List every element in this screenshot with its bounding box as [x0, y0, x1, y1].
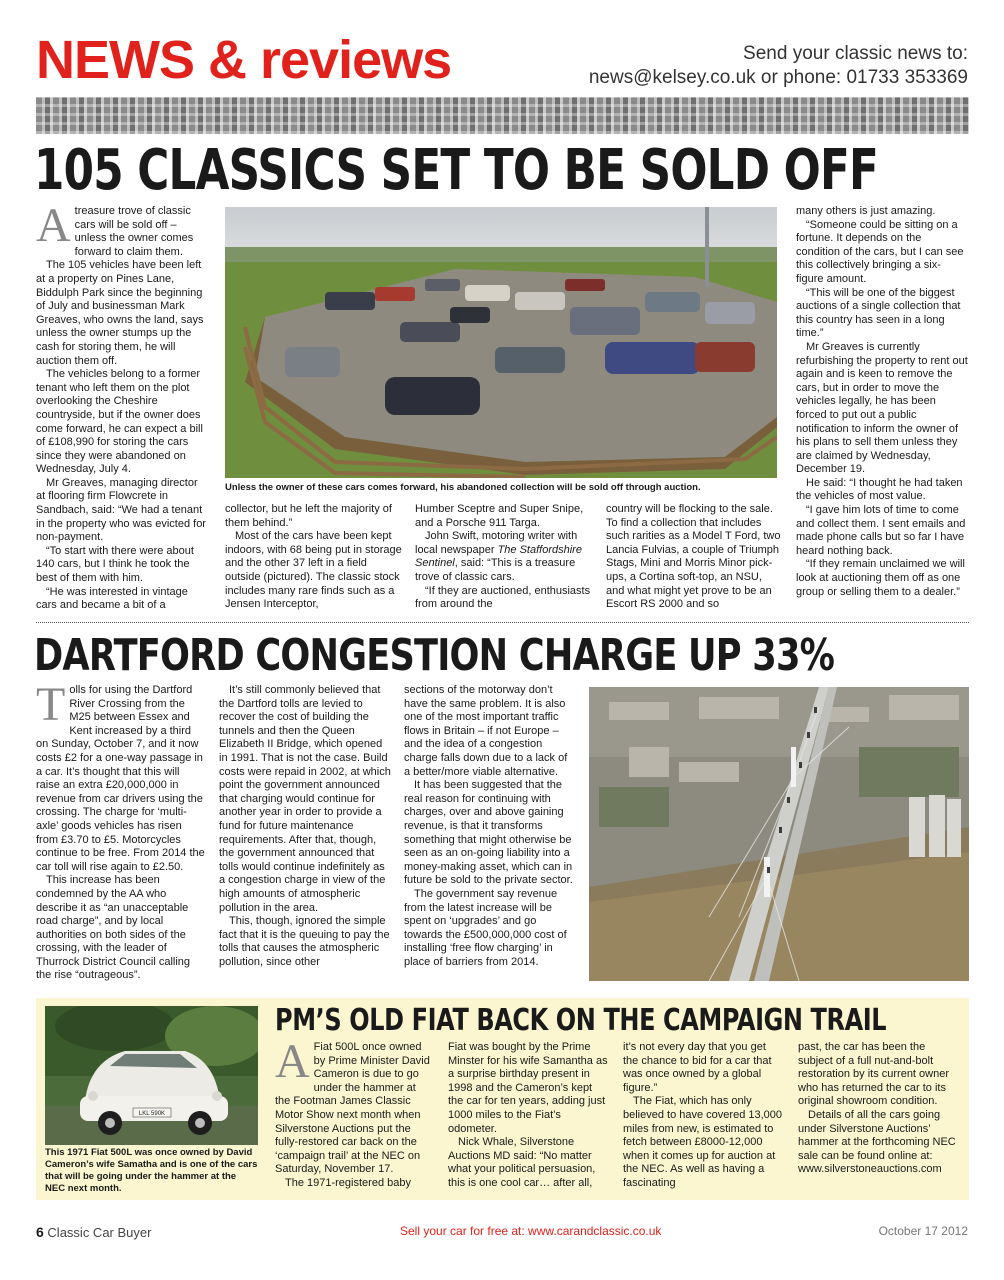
- paragraph: “He was interested in vintage cars and became a bit of a: [36, 585, 188, 612]
- paragraph: This increase has been condemned by the AA who describe it as “an unacceptable road charge”, and by local authorities on both sides of the crossing, with the leader of Thurrock District Council calling the rise “outrageous”.: [36, 874, 191, 982]
- paragraph: It has been suggested that the real reason for continuing with charges, over and above gaining revenue, is that it transforms something that might otherwise be seen as an on-going liability into a money-making asset, which can in future be sold to the private sector.: [404, 779, 573, 887]
- paragraph: many others is just amazing.: [796, 205, 936, 217]
- paragraph: Fiat was bought by the Prime Minster for his wife Samantha as a surprise birthday present in 1998 and the Cameron’s kept the car for ten years, adding just 1000 miles to the Fiat’s odometer.: [448, 1041, 608, 1135]
- classic-cars-field-photo: [225, 207, 777, 478]
- paragraph: Most of the cars have been kept indoors, with 68 being put in storage and the other 37 left in a field outside (pictured). The classic stock includes many rare finds such as a Jensen Interceptor,: [225, 530, 402, 611]
- paragraph: Nick Whale, Silverstone Auctions MD said: “No matter what your political persuasion, this is one cool car… after all,: [448, 1136, 596, 1189]
- dropcap: T: [36, 678, 66, 731]
- paragraph: Mr Greaves, managing director at flooring firm Flowcrete in Sandbach, said: “We had a tenant in the property who was evicted for non-payment.: [36, 476, 206, 544]
- photo-illustration: [589, 687, 969, 981]
- story1-col3: [415, 503, 593, 612]
- story3-col1: [275, 1035, 430, 1191]
- story3-col3: [623, 1041, 783, 1191]
- story1-headline: 105 CLASSICS SET TO BE SOLD OFF: [34, 138, 879, 203]
- section-title: NEWS & reviews: [36, 30, 452, 90]
- paragraph: The vehicles belong to a former tenant who left them on the plot overlooking the Cheshire countryside, but if the owner does come forward, he can expect a bill of £108,990 for storing the cars since they were abandoned on Wednesday, July 4.: [36, 368, 203, 476]
- paragraph: [415, 530, 593, 584]
- paragraph: “Someone could be sitting on a fortune. It depends on the condition of the cars, but I can see this collectively bringing a six-figure amount.: [796, 218, 964, 285]
- story1-photo-caption: Unless the owner of these cars comes forward, his abandoned collection will be sold off through auction.: [225, 482, 701, 493]
- footer-date: October 17 2012: [878, 1224, 968, 1238]
- paragraph: “If they remain unclaimed we will look at auctioning them off as one group or selling them to a dealer.”: [796, 558, 965, 598]
- fiat-500l-photo: [45, 1006, 258, 1145]
- paragraph: collector, but he left the majority of them behind.”: [225, 503, 392, 529]
- divider: [36, 622, 969, 623]
- paragraph: it’s not every day that you get the chance to bid for a car that was once owned by a global figure.”: [623, 1041, 772, 1094]
- paragraph: Mr Greaves is currently refurbishing the property to rent out again and is keen to remove the cars, but in order to move the vehicles legally, he has been forced to put out a public notification to inform the owner of his plans to sell them unless they are claimed by Wednesday, December 19.: [796, 340, 968, 476]
- paragraph: The government say revenue from the latest increase will be spent on ‘upgrades’ and go towards the £500,000,000 cost of installing ‘free flow charging’ in place of barriers from 2014.: [404, 887, 567, 968]
- paragraph: olls for using the Dartford River Crossing from the M25 between Essex and Kent increased by a third on Sunday, October 7, and it now costs £2 for a one-way passage in a car. It’s thought that this will raise an extra £20,000,000 in revenue from car drivers using the crossing. The charge for ‘multi-axle’ goods vehicles has risen from £3.70 to £5. Motorcycles continue to be free. From 2014 the car toll will rise again to £2.50.: [36, 684, 205, 873]
- story1-col1: [36, 199, 206, 613]
- paragraph: The 105 vehicles have been left at a property on Pines Lane, Biddulph Park since the beginning of July and businessman Mark Greaves, who owns the land, says unless the owner stumps up the cash for storing them, he will auction them off.: [36, 259, 204, 367]
- story2-col3: [404, 684, 576, 969]
- paragraph: “If they are auctioned, enthusiasts from around the: [415, 584, 591, 611]
- contact-info: [589, 42, 968, 90]
- story3-col4: [798, 1041, 963, 1177]
- paragraph: “I gave him lots of time to come and collect them. I sent emails and made phone calls but so far I have heard nothing back.: [796, 504, 966, 557]
- story1-col2: [225, 503, 403, 612]
- story3-col2: [448, 1041, 608, 1191]
- footer-folio: [36, 1224, 151, 1240]
- story3-photo-caption: This 1971 Fiat 500L was once owned by David Cameron’s wife Samatha and is one of the cars that will be going under the hammer at the NEC next month.: [45, 1147, 258, 1194]
- contact-line-1: Send your classic news to:: [743, 43, 968, 64]
- tyre-tread-banner: [36, 97, 969, 134]
- paragraph: “This will be one of the biggest auctions of a single collection that this country has seen in a long time.”: [796, 286, 961, 340]
- contact-line-2: news@kelsey.co.uk or phone: 01733 353369: [588, 67, 968, 88]
- number-plate: LKL 590K: [138, 1111, 166, 1117]
- paragraph: sections of the motorway don’t have the same problem. It is also one of the most important traffic flows in Britain – if not Europe – and the idea of a congestion charge falls down due to a lack of a better/more viable alternative.: [404, 684, 568, 778]
- paragraph: Details of all the cars going under Silverstone Auctions’ hammer at the forthcoming NEC sale can be found online at: www.silverstoneauctions.com: [798, 1108, 956, 1176]
- page-number: 6: [36, 1224, 44, 1240]
- footer-promo-link[interactable]: Sell your car for free at: www.carandclassic.co.uk: [400, 1224, 662, 1238]
- story1-col5: [796, 205, 968, 599]
- newspaper-name: The Staffordshire Sentinel: [415, 543, 582, 570]
- masthead: [36, 30, 451, 90]
- paragraph: The Fiat, which has only believed to have covered 13,000 miles from new, is estimated to fetch between £8000-12,000 when it comes up for auction at the NEC. As well as having a fascinating: [623, 1095, 783, 1189]
- paragraph: Humber Sceptre and Super Snipe, and a Porsche 911 Targa.: [415, 503, 584, 529]
- story3-headline: PM’S OLD FIAT BACK ON THE CAMPAIGN TRAIL: [275, 1003, 887, 1038]
- story2-col1: [36, 678, 206, 983]
- paragraph: The 1971-registered baby: [285, 1176, 411, 1189]
- dropcap: A: [36, 199, 71, 252]
- paragraph: He said: “I thought he had taken the vehicles of most value.: [796, 476, 963, 503]
- paragraph: past, the car has been the subject of a full nut-and-bolt restoration by its current owner who has returned the car to its original showroom condition.: [798, 1041, 950, 1108]
- text-run: , said: “This is a treasure trove of classic cars.: [415, 557, 576, 583]
- dartford-bridge-aerial-photo: [589, 687, 969, 981]
- paragraph: This, though, ignored the simple fact that it is the queuing to pay the tolls that causes the atmospheric pollution, since other: [219, 915, 390, 968]
- paragraph: Fiat 500L once owned by Prime Minister David Cameron is due to go under the hammer at the Footman James Classic Motor Show next month when Silverstone Auctions put the fully-restored car back on the ‘campaign trail’ at the NEC on Saturday, November 17.: [275, 1041, 430, 1176]
- paragraph: country will be flocking to the sale. To find a collection that includes such rarities as a Model T Ford, two Lancia Fulvias, a couple of Triumph Stags, Mini and Morris Minor pick-ups, a Cortina soft-top, an NSU, and what might yet prove to be an Escort RS 2000 and so: [606, 503, 781, 611]
- magazine-name: Classic Car Buyer: [47, 1225, 152, 1240]
- paragraph: “To start with there were about 140 cars, but I think he took the best of them with him.: [36, 544, 194, 585]
- story2-col2: [219, 684, 391, 969]
- photo-illustration: [225, 207, 777, 478]
- paragraph: It’s still commonly believed that the Dartford tolls are levied to recover the cost of building the tunnels and then the Queen Elizabeth II Bridge, which opened in 1991. That is not the case. Build costs were repaid in 2002, at which point the government announced that charging would continue for another year in order to provide a fund for future maintenance requirements. After that, though, the government announced that tolls would continue indefinitely as a congestion charge in view of the high amounts of atmospheric pollution in the area.: [219, 684, 391, 914]
- text-run: John Swift, motoring writer with local newspaper: [415, 530, 578, 556]
- dropcap: A: [275, 1035, 310, 1088]
- story2-headline: DARTFORD CONGESTION CHARGE UP 33%: [34, 630, 835, 681]
- photo-illustration: [45, 1006, 258, 1145]
- paragraph: treasure trove of classic cars will be sold off – unless the owner comes forward to claim them.: [74, 205, 194, 258]
- story1-col4: [606, 503, 781, 612]
